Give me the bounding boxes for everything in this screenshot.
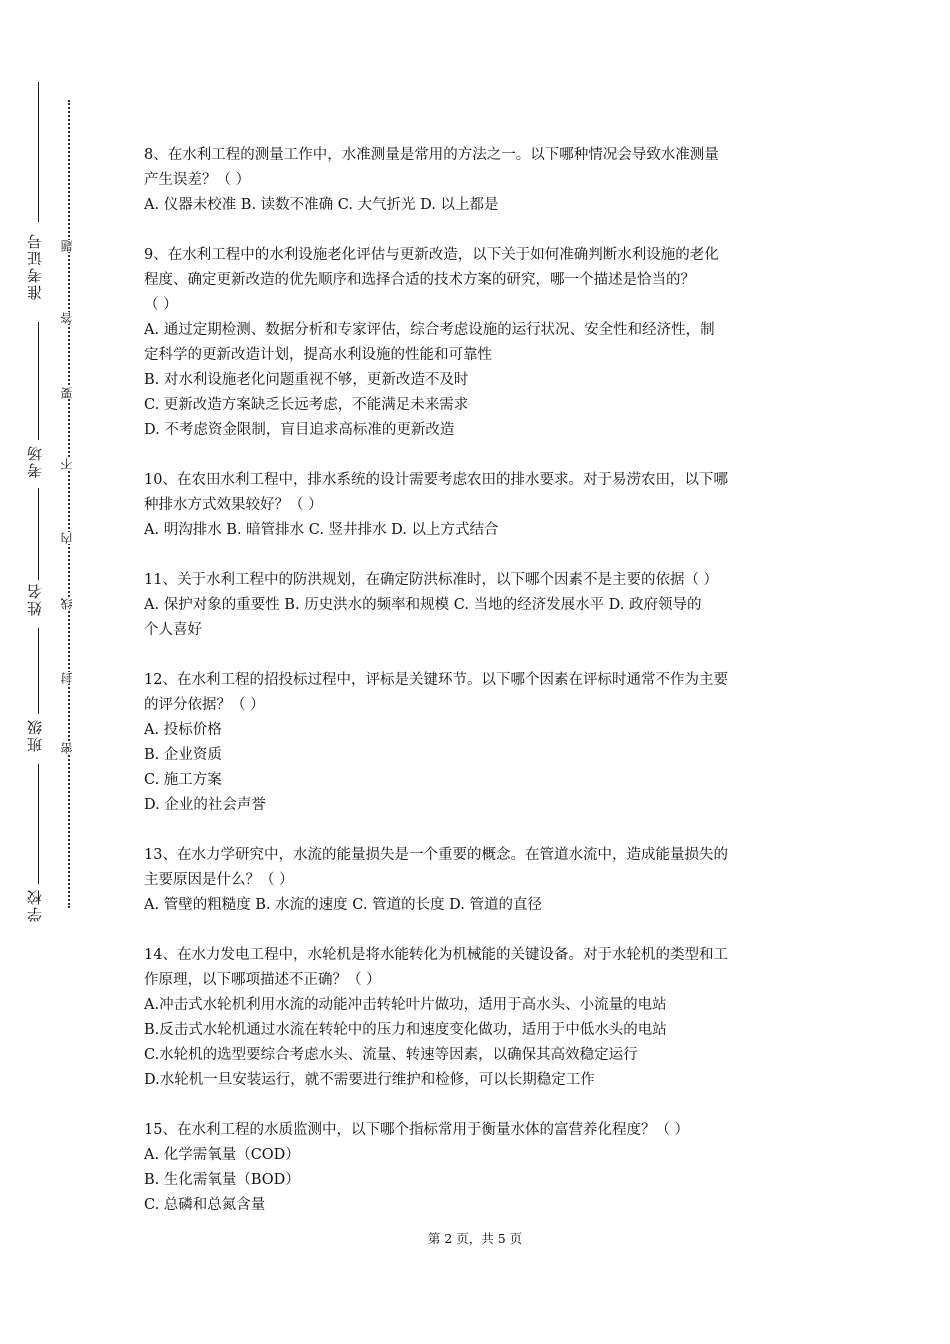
- seal-char: 题: [60, 240, 78, 252]
- question-stem-line: 的评分依据？（ ）: [144, 697, 265, 713]
- class-line: [38, 628, 39, 714]
- question-stem-line: 15、在水利工程的水质监测中，以下哪个指标常用于衡量水体的富营养化程度？（ ）: [144, 1122, 690, 1138]
- question-13: [144, 843, 810, 918]
- question-10: [144, 468, 810, 543]
- question-option: A. 明沟排水 B. 暗管排水 C. 竖井排水 D. 以上方式结合: [144, 522, 499, 538]
- question-stem-line: 程度、确定更新改造的优先顺序和选择合适的技术方案的研究，哪一个描述是恰当的？: [144, 272, 695, 288]
- question-9: [144, 243, 810, 443]
- question-14: [144, 943, 810, 1093]
- question-option: A. 仪器未校准 B. 读数不准确 C. 大气折光 D. 以上都是: [144, 197, 499, 213]
- seal-char: 密: [60, 742, 78, 754]
- class-field: [14, 718, 56, 752]
- page-number: 第 2 页，共 5 页: [427, 1231, 523, 1246]
- question-option: C. 更新改造方案缺乏长远考虑，不能满足未来需求: [144, 397, 469, 413]
- question-stem-line: 9、在水利工程中的水利设施老化评估与更新改造，以下关于如何准确判断水利设施的老化: [144, 247, 719, 263]
- question-stem-line: 作原理，以下哪项描述不正确？（ ）: [144, 972, 381, 988]
- seal-char: 封: [60, 672, 78, 684]
- exam-number-field: [14, 232, 56, 300]
- seal-char: 要: [60, 387, 78, 399]
- question-option: 定科学的更新改造计划，提高水利设施的性能和可靠性: [144, 347, 492, 363]
- exam-room-line: [38, 322, 39, 440]
- name-label: 姓名: [26, 582, 44, 616]
- question-option: A. 化学需氧量（COD）: [144, 1147, 300, 1163]
- question-option: C.水轮机的选型要综合考虑水头、流量、转速等因素，以确保其高效稳定运行: [144, 1047, 638, 1063]
- question-option: B. 企业资质: [144, 747, 222, 763]
- name-field: [14, 582, 56, 616]
- question-option: C. 施工方案: [144, 772, 222, 788]
- question-option: A. 保护对象的重要性 B. 历史洪水的频率和规模 C. 当地的经济发展水平 D. 政府领导的: [144, 597, 702, 613]
- exam-number-line: [38, 82, 39, 222]
- school-line: [38, 764, 39, 884]
- seal-text: [60, 100, 78, 908]
- question-stem-line: 主要原因是什么？（ ）: [144, 872, 294, 888]
- question-12: [144, 668, 810, 818]
- question-option: A. 通过定期检测、数据分析和专家评估，综合考虑设施的运行状况、安全性和经济性，制: [144, 322, 715, 338]
- exam-room-field: [14, 444, 56, 478]
- seal-char: 答: [60, 312, 78, 324]
- question-option: A. 管壁的粗糙度 B. 水流的速度 C. 管道的长度 D. 管道的直径: [144, 897, 543, 913]
- question-stem-line: 13、在水力学研究中，水流的能量损失是一个重要的概念。在管道水流中，造成能量损失的: [144, 847, 728, 863]
- question-8: [144, 143, 810, 218]
- binding-margin: [14, 60, 56, 940]
- question-stem-line: 8、在水利工程的测量工作中，水准测量是常用的方法之一。以下哪种情况会导致水准测量: [144, 147, 719, 163]
- question-stem-line: 12、在水利工程的招投标过程中，评标是关键环节。以下哪个因素在评标时通常不作为主要: [144, 672, 728, 688]
- question-option: B. 生化需氧量（BOD）: [144, 1172, 300, 1188]
- question-option: B. 对水利设施老化问题重视不够，更新改造不及时: [144, 372, 469, 388]
- question-option: B.反击式水轮机通过水流在转轮中的压力和速度变化做功，适用于中低水头的电站: [144, 1022, 667, 1038]
- seal-char: 线: [60, 598, 78, 610]
- question-option: D. 企业的社会声誉: [144, 797, 266, 813]
- question-stem-line: 14、在水力发电工程中，水轮机是将水能转化为机械能的关键设备。对于水轮机的类型和工: [144, 947, 728, 963]
- question-11: [144, 568, 810, 643]
- question-option: A.冲击式水轮机利用水流的动能冲击转轮叶片做功，适用于高水头、小流量的电站: [144, 997, 667, 1013]
- question-option: A. 投标价格: [144, 722, 222, 738]
- question-option: C. 总磷和总氮含量: [144, 1197, 266, 1213]
- question-stem-line: （ ）: [144, 297, 178, 313]
- exam-room-label: 考场: [26, 444, 44, 478]
- question-stem-line: 种排水方式效果较好？（ ）: [144, 497, 323, 513]
- question-option: 个人喜好: [144, 622, 202, 638]
- question-option: D.水轮机一旦安装运行，就不需要进行维护和检修，可以长期稳定工作: [144, 1072, 595, 1088]
- exam-number-label: 准考证号: [26, 232, 44, 300]
- question-15: [144, 1118, 810, 1218]
- school-label: 学校: [26, 888, 44, 922]
- question-option: D. 不考虑资金限制，盲目追求高标准的更新改造: [144, 422, 455, 438]
- question-stem-line: 11、关于水利工程中的防洪规划，在确定防洪标准时，以下哪个因素不是主要的依据（ ）: [144, 572, 719, 588]
- school-field: [14, 888, 56, 922]
- question-list: [144, 143, 810, 1243]
- seal-char: 内: [60, 532, 78, 544]
- question-stem-line: 产生误差？（ ）: [144, 172, 251, 188]
- question-stem-line: 10、在农田水利工程中，排水系统的设计需要考虑农田的排水要求。对于易涝农田，以下哪: [144, 472, 728, 488]
- class-label: 班级: [26, 718, 44, 752]
- seal-char: 不: [60, 458, 78, 470]
- name-line: [38, 488, 39, 580]
